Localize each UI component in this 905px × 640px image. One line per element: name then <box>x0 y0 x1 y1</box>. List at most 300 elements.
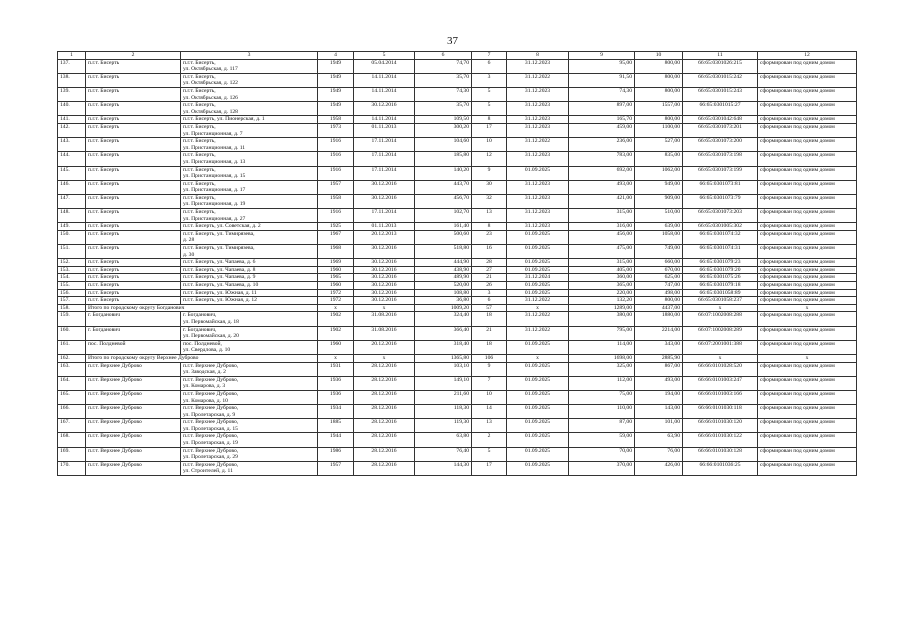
cadastral-number: 66:65:0301079:20 <box>683 266 758 274</box>
resettlement-date: 01.09.2025 <box>507 166 569 180</box>
cadastral-number: 66:07:1002008:289 <box>683 326 758 340</box>
row-number: 164. <box>58 376 86 390</box>
settlement: п.г.т. Верхнее Дуброво <box>86 419 181 433</box>
area: 324,40 <box>415 312 472 326</box>
value-b: 1880,00 <box>635 312 683 326</box>
year-built: 1960 <box>318 340 354 354</box>
resettlement-date: 31.12.2023 <box>507 123 569 137</box>
address: п.г.т. Верхнее Дуброво, ул. Пролетарская, д. 9 <box>181 405 318 419</box>
address: п.г.т. Верхнее Дуброво, ул. Комарова, д. 10 <box>181 390 318 404</box>
date-recognized: 30.12.2016 <box>354 282 415 290</box>
year-built: 1965 <box>318 274 354 282</box>
table-row <box>58 362 857 376</box>
table-row <box>58 461 857 475</box>
area: 76,40 <box>415 447 472 461</box>
resettlement-date: 31.12.2023 <box>507 59 569 73</box>
resettlement-date: 01.09.2025 <box>507 230 569 244</box>
settlement: п.г.т. Верхнее Дуброво <box>86 461 181 475</box>
land-status: сформирован под одним домом <box>758 59 857 73</box>
value-b: 800,00 <box>635 116 683 124</box>
date-recognized: 31.08.2016 <box>354 312 415 326</box>
cadastral-number: 66:65:0301058:89 <box>683 289 758 297</box>
table-row <box>58 180 857 194</box>
residents: 6 <box>472 59 507 73</box>
row-number: 156. <box>58 289 86 297</box>
column-number: 8 <box>507 52 569 60</box>
cadastral-number: 66:65:0301073:81 <box>683 180 758 194</box>
residents: 27 <box>472 266 507 274</box>
year-built: 1949 <box>318 73 354 87</box>
area: 102,70 <box>415 209 472 223</box>
column-number: 2 <box>86 52 181 60</box>
value-b: 343,00 <box>635 340 683 354</box>
row-number: 147. <box>58 194 86 208</box>
value-b: 510,00 <box>635 209 683 223</box>
table-row <box>58 274 857 282</box>
cadastral-number: 66:65:0301074:32 <box>683 230 758 244</box>
resettlement-date: 31.12.2023 <box>507 223 569 231</box>
value-a: 365,00 <box>569 282 635 290</box>
residents: 30 <box>472 180 507 194</box>
row-number: 165. <box>58 390 86 404</box>
row-number: 138. <box>58 73 86 87</box>
year-built: 1934 <box>318 405 354 419</box>
date-recognized: 28.12.2016 <box>354 447 415 461</box>
resettlement-date: 31.12.2023 <box>507 209 569 223</box>
subtotal-value: x <box>683 354 758 362</box>
date-recognized: 30.12.2016 <box>354 297 415 305</box>
cadastral-number: 66:66:0101030:118 <box>683 405 758 419</box>
address: г. Богданович, ул. Первомайская, д. 18 <box>181 312 318 326</box>
value-b: 747,00 <box>635 282 683 290</box>
housing-registry-table <box>57 51 857 476</box>
area: 500,60 <box>415 230 472 244</box>
table-row <box>58 297 857 305</box>
resettlement-date: 31.12.2022 <box>507 326 569 340</box>
year-built: 1968 <box>318 245 354 259</box>
area: 36,80 <box>415 297 472 305</box>
value-a: 475,00 <box>569 245 635 259</box>
cadastral-number: 66:65:0301075:26 <box>683 274 758 282</box>
residents: 8 <box>472 116 507 124</box>
value-b: 749,00 <box>635 245 683 259</box>
cadastral-number: 66:65:0301073:199 <box>683 166 758 180</box>
table-row <box>58 390 857 404</box>
area: 140,20 <box>415 166 472 180</box>
row-number: 151. <box>58 245 86 259</box>
resettlement-date: 31.12.2023 <box>507 102 569 116</box>
settlement: п.г.т. Верхнее Дуброво <box>86 447 181 461</box>
land-status: сформирован под одним домом <box>758 390 857 404</box>
land-status: сформирован под одним домом <box>758 223 857 231</box>
value-a: 70,00 <box>569 447 635 461</box>
resettlement-date: 01.09.2025 <box>507 259 569 267</box>
column-number: 10 <box>635 52 683 60</box>
value-b: 527,00 <box>635 138 683 152</box>
date-recognized: 14.11.2014 <box>354 116 415 124</box>
residents: 2 <box>472 433 507 447</box>
date-recognized: 30.12.2016 <box>354 180 415 194</box>
residents: 28 <box>472 259 507 267</box>
land-status: сформирован под одним домом <box>758 194 857 208</box>
year-built: 1958 <box>318 116 354 124</box>
land-status: сформирован под одним домом <box>758 87 857 101</box>
date-recognized: 28.12.2016 <box>354 433 415 447</box>
cadastral-number: 66:65:0301074:31 <box>683 245 758 259</box>
residents: 13 <box>472 209 507 223</box>
residents: 3 <box>472 289 507 297</box>
residents: 7 <box>472 376 507 390</box>
cadastral-number: 66:65:0301026:215 <box>683 59 758 73</box>
area: 318,40 <box>415 340 472 354</box>
table-row <box>58 59 857 73</box>
cadastral-number: 66:66:0101003:166 <box>683 390 758 404</box>
row-number: 161. <box>58 340 86 354</box>
land-status: сформирован под одним домом <box>758 230 857 244</box>
area: 109,50 <box>415 116 472 124</box>
cadastral-number: 66:65:0301058:237 <box>683 297 758 305</box>
year-built: 1916 <box>318 152 354 166</box>
year-built: 1902 <box>318 312 354 326</box>
year-built: 1973 <box>318 123 354 137</box>
residents: 26 <box>472 282 507 290</box>
area: 518,80 <box>415 245 472 259</box>
settlement: п.г.т. Верхнее Дуброво <box>86 362 181 376</box>
value-b: 670,00 <box>635 266 683 274</box>
resettlement-date: 31.12.2022 <box>507 138 569 152</box>
resettlement-date: 31.12.2022 <box>507 312 569 326</box>
settlement: п.г.т. Бисерть <box>86 180 181 194</box>
row-number: 162. <box>58 354 86 362</box>
row-number: 146. <box>58 180 86 194</box>
subtotal-value: 57 <box>472 304 507 312</box>
value-b: 194,00 <box>635 390 683 404</box>
residents: 5 <box>472 87 507 101</box>
resettlement-date: 01.09.2025 <box>507 340 569 354</box>
year-built: 1949 <box>318 102 354 116</box>
address: п.г.т. Верхнее Дуброво, ул. Строителей, д. 11 <box>181 461 318 475</box>
address: г. Богданович, ул. Первомайская, д. 20 <box>181 326 318 340</box>
settlement: п.г.т. Бисерть <box>86 274 181 282</box>
table-row <box>58 87 857 101</box>
residents: 23 <box>472 230 507 244</box>
table-row <box>58 376 857 390</box>
row-number: 160. <box>58 326 86 340</box>
subtotal-value: x <box>354 304 415 312</box>
settlement: п.г.т. Верхнее Дуброво <box>86 390 181 404</box>
residents: 17 <box>472 123 507 137</box>
land-status: сформирован под одним домом <box>758 245 857 259</box>
resettlement-date: 01.09.2025 <box>507 390 569 404</box>
address: п.г.т. Бисерть, ул. Южная, д. 11 <box>181 289 318 297</box>
value-b: 2214,00 <box>635 326 683 340</box>
value-b: 800,00 <box>635 73 683 87</box>
date-recognized: 30.12.2016 <box>354 102 415 116</box>
table-row <box>58 73 857 87</box>
column-number: 12 <box>758 52 857 60</box>
subtotal-value: 106 <box>472 354 507 362</box>
table-row <box>58 138 857 152</box>
residents: 17 <box>472 461 507 475</box>
year-built: 1936 <box>318 390 354 404</box>
land-status: сформирован под одним домом <box>758 326 857 340</box>
resettlement-date: 31.12.2022 <box>507 297 569 305</box>
settlement: п.г.т. Бисерть <box>86 289 181 297</box>
column-number: 1 <box>58 52 86 60</box>
resettlement-date: 01.09.2025 <box>507 362 569 376</box>
resettlement-date: 01.09.2025 <box>507 289 569 297</box>
year-built: 1960 <box>318 266 354 274</box>
address: п.г.т. Верхнее Дуброво, ул. Пролетарская, д. 19 <box>181 433 318 447</box>
cadastral-number: 66:65:0301015:27 <box>683 102 758 116</box>
year-built: 1902 <box>318 326 354 340</box>
table-row <box>58 447 857 461</box>
residents: 8 <box>472 223 507 231</box>
row-number: 139. <box>58 87 86 101</box>
row-number: 167. <box>58 419 86 433</box>
value-b: 143,00 <box>635 405 683 419</box>
land-status: сформирован под одним домом <box>758 166 857 180</box>
date-recognized: 14.11.2014 <box>354 73 415 87</box>
year-built: 1936 <box>318 376 354 390</box>
row-number: 157. <box>58 297 86 305</box>
date-recognized: 28.12.2016 <box>354 405 415 419</box>
cadastral-number: 66:65:0301073:198 <box>683 152 758 166</box>
value-b: 1058,00 <box>635 230 683 244</box>
cadastral-number: 66:66:0101030:120 <box>683 419 758 433</box>
cadastral-number: 66:65:0301005:302 <box>683 223 758 231</box>
table-row <box>58 433 857 447</box>
value-a: 380,00 <box>569 312 635 326</box>
resettlement-date: 31.12.2023 <box>507 116 569 124</box>
value-b: 867,00 <box>635 362 683 376</box>
subtotal-value: 1289,00 <box>569 304 635 312</box>
land-status: сформирован под одним домом <box>758 312 857 326</box>
residents: 16 <box>472 245 507 259</box>
row-number: 148. <box>58 209 86 223</box>
area: 108,80 <box>415 289 472 297</box>
subtotal-value: 1009,20 <box>415 304 472 312</box>
resettlement-date: 31.12.2023 <box>507 87 569 101</box>
row-number: 141. <box>58 116 86 124</box>
address: п.г.т. Бисерть, ул. Чапаева, д. 6 <box>181 259 318 267</box>
row-number: 144. <box>58 152 86 166</box>
year-built: 1967 <box>318 230 354 244</box>
land-status: сформирован под одним домом <box>758 376 857 390</box>
resettlement-date: 01.09.2025 <box>507 447 569 461</box>
settlement: п.г.т. Верхнее Дуброво <box>86 405 181 419</box>
address: п.г.т. Бисерть, ул. Пристанционная, д. 15 <box>181 166 318 180</box>
value-a: 95,00 <box>569 59 635 73</box>
land-status: сформирован под одним домом <box>758 259 857 267</box>
land-status: сформирован под одним домом <box>758 138 857 152</box>
area: 119,30 <box>415 419 472 433</box>
date-recognized: 28.12.2016 <box>354 461 415 475</box>
settlement: п.г.т. Бисерть <box>86 245 181 259</box>
table-row <box>58 152 857 166</box>
settlement: п.г.т. Бисерть <box>86 152 181 166</box>
value-b: 498,00 <box>635 289 683 297</box>
resettlement-date: 01.09.2025 <box>507 376 569 390</box>
settlement: п.г.т. Бисерть <box>86 116 181 124</box>
area: 443,70 <box>415 180 472 194</box>
value-b: 625,00 <box>635 274 683 282</box>
value-b: 1062,00 <box>635 166 683 180</box>
address: п.г.т. Бисерть, ул. Октябрьская, д. 128 <box>181 102 318 116</box>
area: 489,90 <box>415 274 472 282</box>
settlement: п.г.т. Бисерть <box>86 266 181 274</box>
row-number: 143. <box>58 138 86 152</box>
resettlement-date: 01.09.2025 <box>507 419 569 433</box>
area: 104,60 <box>415 138 472 152</box>
date-recognized: 20.12.2013 <box>354 230 415 244</box>
table-row <box>58 289 857 297</box>
value-b: 63,90 <box>635 433 683 447</box>
area: 149,10 <box>415 376 472 390</box>
address: п.г.т. Бисерть, ул. Чапаева, д. 10 <box>181 282 318 290</box>
area: 74,70 <box>415 59 472 73</box>
row-number: 153. <box>58 266 86 274</box>
subtotal-value: x <box>318 354 354 362</box>
value-a: 783,00 <box>569 152 635 166</box>
date-recognized: 14.11.2014 <box>354 87 415 101</box>
cadastral-number: 66:07:2001001:388 <box>683 340 758 354</box>
area: 211,60 <box>415 390 472 404</box>
settlement: п.г.т. Бисерть <box>86 123 181 137</box>
cadastral-number: 66:65:0301015:243 <box>683 87 758 101</box>
residents: 9 <box>472 166 507 180</box>
address: п.г.т. Верхнее Дуброво, ул. Заводская, д. 2 <box>181 362 318 376</box>
row-number: 140. <box>58 102 86 116</box>
settlement: п.г.т. Бисерть <box>86 282 181 290</box>
column-number: 11 <box>683 52 758 60</box>
subtotal-row <box>58 354 857 362</box>
land-status: сформирован под одним домом <box>758 282 857 290</box>
value-a: 316,00 <box>569 223 635 231</box>
address: п.г.т. Бисерть, ул. Октябрьская, д. 122 <box>181 73 318 87</box>
table-row <box>58 266 857 274</box>
value-a: 59,00 <box>569 433 635 447</box>
resettlement-date: 01.09.2025 <box>507 461 569 475</box>
value-a: 75,00 <box>569 390 635 404</box>
resettlement-date: 31.12.2022 <box>507 73 569 87</box>
value-a: 110,00 <box>569 405 635 419</box>
column-number: 7 <box>472 52 507 60</box>
subtotal-value: x <box>507 354 569 362</box>
row-number: 142. <box>58 123 86 137</box>
area: 438,90 <box>415 266 472 274</box>
date-recognized: 05.04.2014 <box>354 59 415 73</box>
address: п.г.т. Бисерть, ул. Пристанционная, д. 17 <box>181 180 318 194</box>
table-row <box>58 116 857 124</box>
residents: 9 <box>472 362 507 376</box>
table-row <box>58 312 857 326</box>
settlement: п.г.т. Бисерть <box>86 209 181 223</box>
resettlement-date: 01.09.2025 <box>507 245 569 259</box>
date-recognized: 30.12.2016 <box>354 259 415 267</box>
land-status: сформирован под одним домом <box>758 152 857 166</box>
land-status: сформирован под одним домом <box>758 405 857 419</box>
land-status: сформирован под одним домом <box>758 180 857 194</box>
land-status: сформирован под одним домом <box>758 123 857 137</box>
date-recognized: 30.12.2016 <box>354 274 415 282</box>
date-recognized: 01.11.2013 <box>354 223 415 231</box>
value-b: 1557,00 <box>635 102 683 116</box>
value-a: 74,30 <box>569 87 635 101</box>
table-row <box>58 326 857 340</box>
value-b: 639,00 <box>635 223 683 231</box>
date-recognized: 01.11.2013 <box>354 123 415 137</box>
table-row <box>58 102 857 116</box>
year-built: 1916 <box>318 166 354 180</box>
cadastral-number: 66:66:0101030:128 <box>683 447 758 461</box>
settlement: п.г.т. Верхнее Дуброво <box>86 376 181 390</box>
settlement: п.г.т. Бисерть <box>86 102 181 116</box>
year-built: 1925 <box>318 223 354 231</box>
settlement: г. Богданович <box>86 326 181 340</box>
resettlement-date: 31.12.2023 <box>507 194 569 208</box>
settlement: п.г.т. Бисерть <box>86 73 181 87</box>
address: п.г.т. Бисерть, ул. Чапаева, д. 8 <box>181 266 318 274</box>
land-status: сформирован под одним домом <box>758 116 857 124</box>
column-number: 3 <box>181 52 318 60</box>
land-status: сформирован под одним домом <box>758 209 857 223</box>
settlement: п.г.т. Бисерть <box>86 230 181 244</box>
area: 444,90 <box>415 259 472 267</box>
cadastral-number: 66:65:0301073:200 <box>683 138 758 152</box>
residents: 10 <box>472 390 507 404</box>
subtotal-value: 1698,00 <box>569 354 635 362</box>
table-row <box>58 419 857 433</box>
table-row <box>58 209 857 223</box>
address: п.г.т. Верхнее Дуброво, ул. Комарова, д. 3 <box>181 376 318 390</box>
year-built: 1958 <box>318 194 354 208</box>
value-a: 360,00 <box>569 274 635 282</box>
value-a: 405,00 <box>569 266 635 274</box>
date-recognized: 30.12.2016 <box>354 194 415 208</box>
table-row <box>58 194 857 208</box>
value-a: 315,00 <box>569 259 635 267</box>
residents: 21 <box>472 326 507 340</box>
cadastral-number: 66:65:0301073:79 <box>683 194 758 208</box>
date-recognized: 17.11.2014 <box>354 209 415 223</box>
subtotal-row <box>58 304 857 312</box>
value-a: 325,00 <box>569 362 635 376</box>
subtotal-value: x <box>758 354 857 362</box>
table-row <box>58 123 857 137</box>
table-header-row <box>58 52 857 60</box>
address: п.г.т. Бисерть, ул. Советская, д. 2 <box>181 223 318 231</box>
settlement: п.г.т. Бисерть <box>86 297 181 305</box>
row-number: 166. <box>58 405 86 419</box>
area: 366,40 <box>415 326 472 340</box>
table-row <box>58 230 857 244</box>
resettlement-date: 01.09.2025 <box>507 405 569 419</box>
land-status: сформирован под одним домом <box>758 102 857 116</box>
date-recognized: 28.12.2016 <box>354 376 415 390</box>
land-status: сформирован под одним домом <box>758 340 857 354</box>
area: 144,30 <box>415 461 472 475</box>
row-number: 158. <box>58 304 86 312</box>
row-number: 152. <box>58 259 86 267</box>
address: п.г.т. Бисерть, ул. Октябрьская, д. 126 <box>181 87 318 101</box>
settlement: г. Богданович <box>86 312 181 326</box>
row-number: 154. <box>58 274 86 282</box>
cadastral-number: 66:65:0301042:648 <box>683 116 758 124</box>
column-number: 5 <box>354 52 415 60</box>
table-row <box>58 259 857 267</box>
land-status: сформирован под одним домом <box>758 461 857 475</box>
